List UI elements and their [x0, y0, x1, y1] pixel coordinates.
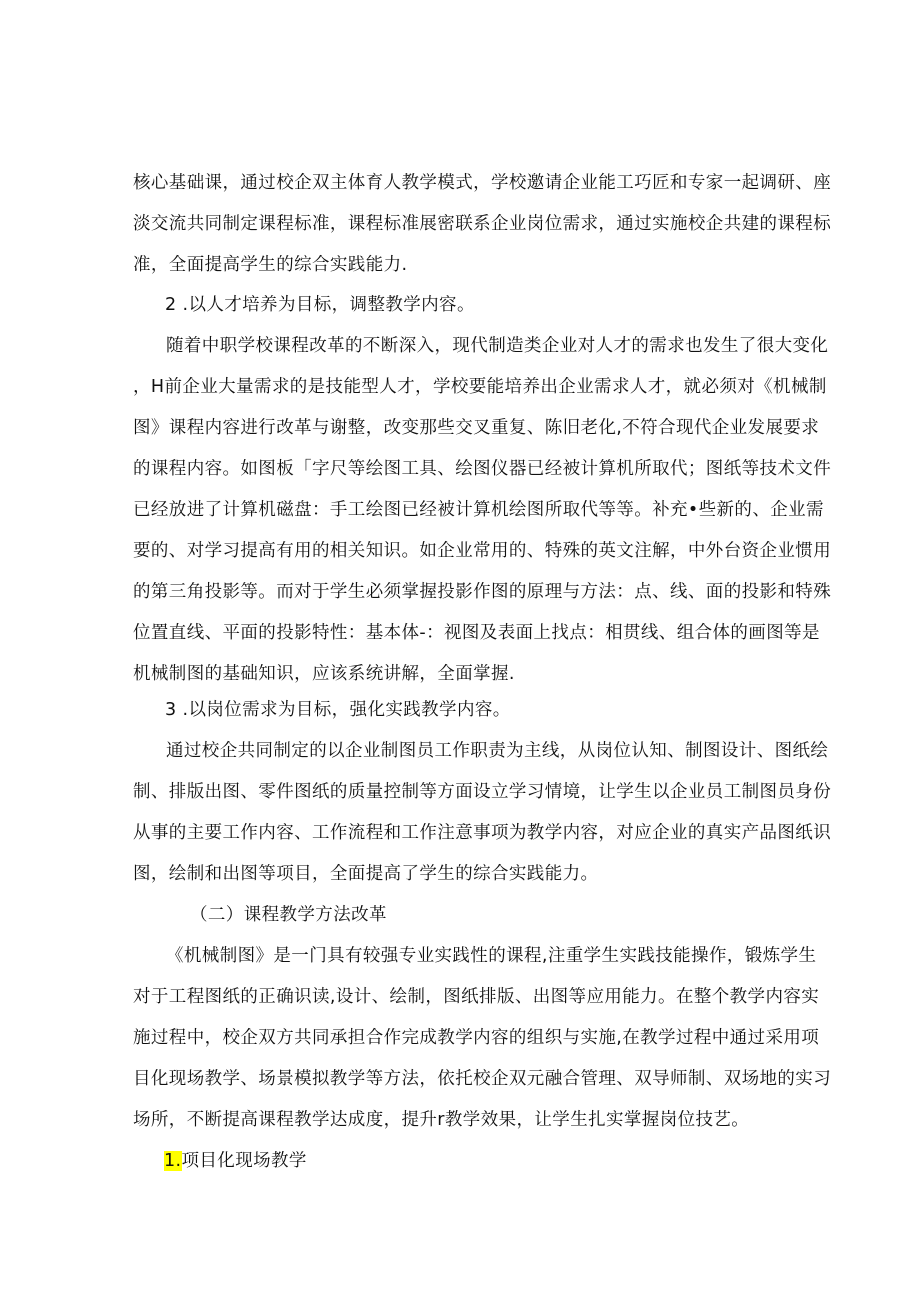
- paragraph-line: 的课程内容。如图板「字尺等绘图工具、绘图仪器已经被计算机所取代；图纸等技术文件: [133, 459, 832, 479]
- heading-text: 项目化现场教学: [181, 1151, 307, 1171]
- paragraph-line: 图，绘制和出图等项目，全面提高了学生的综合实践能力。: [133, 864, 599, 884]
- paragraph-line: 要的、对学习提高有用的相关知识。如企业常用的、特殊的英文注解，中外台资企业惯用: [133, 541, 832, 561]
- paragraph-line: 目化现场教学、场景模拟教学等方法，依托校企双元融合管理、双导师制、双场地的实习: [133, 1069, 832, 1089]
- subsection-title: （二）课程教学方法改革: [190, 905, 387, 925]
- paragraph-line: 施过程中，校企双方共同承担合作完成教学内容的组织与实施,在教学过程中通过采用项: [133, 1028, 820, 1048]
- paragraph-line: 位置直线、平面的投影特性：基本体-：视图及表面上找点：相贯线、组合体的画图等是: [133, 623, 820, 643]
- paragraph-line: 的第三角投影等。而对于学生必须掌握投影作图的原理与方法：点、线、面的投影和特殊: [133, 582, 832, 602]
- paragraph-line: 场所，不断提高课程教学达成度，提升r教学效果，让学生扎实掌握岗位技艺。: [133, 1110, 750, 1130]
- paragraph-line: 核心基础课，通过校企双主体育人教学模式，学校邀请企业能工巧匠和专家一起调研、座: [133, 173, 832, 193]
- paragraph-line: 对于工程图纸的正确识读,设计、绘制，图纸排版、出图等应用能力。在整个教学内容实: [133, 987, 820, 1007]
- section-heading: 3 .以岗位需求为目标，强化实践教学内容。: [165, 700, 511, 720]
- paragraph-line: 随着中职学校课程改革的不断深入，现代制造类企业对人才的需求也发生了很大变化: [166, 336, 829, 356]
- section-heading: 2 .以人才培养为目标，调整教学内容。: [165, 295, 475, 315]
- paragraph-line: 已经放进了计算机磁盘：手工绘图已经被计算机绘图所取代等等。补充•些新的、企业需: [133, 500, 824, 520]
- numbered-heading: [164, 1151, 824, 1171]
- paragraph-line: ，H前企业大量需求的是技能型人才，学校要能培养出企业需求人才，就必须对《机械制: [133, 377, 827, 397]
- paragraph-line: 淡交流共同制定课程标准，课程标准展密联系企业岗位需求，通过实施校企共建的课程标: [133, 214, 832, 234]
- highlighted-number: 1.: [164, 1151, 182, 1171]
- paragraph-line: 准，全面提高学生的综合实践能力.: [133, 255, 408, 275]
- paragraph-line: 从事的主要工作内容、工作流程和工作注意事项为教学内容，对应企业的真实产品图纸识: [133, 823, 832, 843]
- paragraph-line: 制、排版出图、零件图纸的质量控制等方面设立学习情境，让学生以企业员工制图员身份: [133, 782, 832, 802]
- paragraph-line: 通过校企共同制定的以企业制图员工作职责为主线，从岗位认知、制图设计、图纸绘: [166, 741, 829, 761]
- paragraph-line: 机械制图的基础知识，应该系统讲解，全面掌握.: [133, 664, 515, 684]
- paragraph-line: 图》课程内容进行改革与谢整，改变那些交叉重复、陈旧老化,不符合现代企业发展要求: [133, 418, 820, 438]
- paragraph-line: 《机械制图》是一门具有较强专业实践性的课程,注重学生实践技能操作，锻炼学生: [166, 946, 817, 966]
